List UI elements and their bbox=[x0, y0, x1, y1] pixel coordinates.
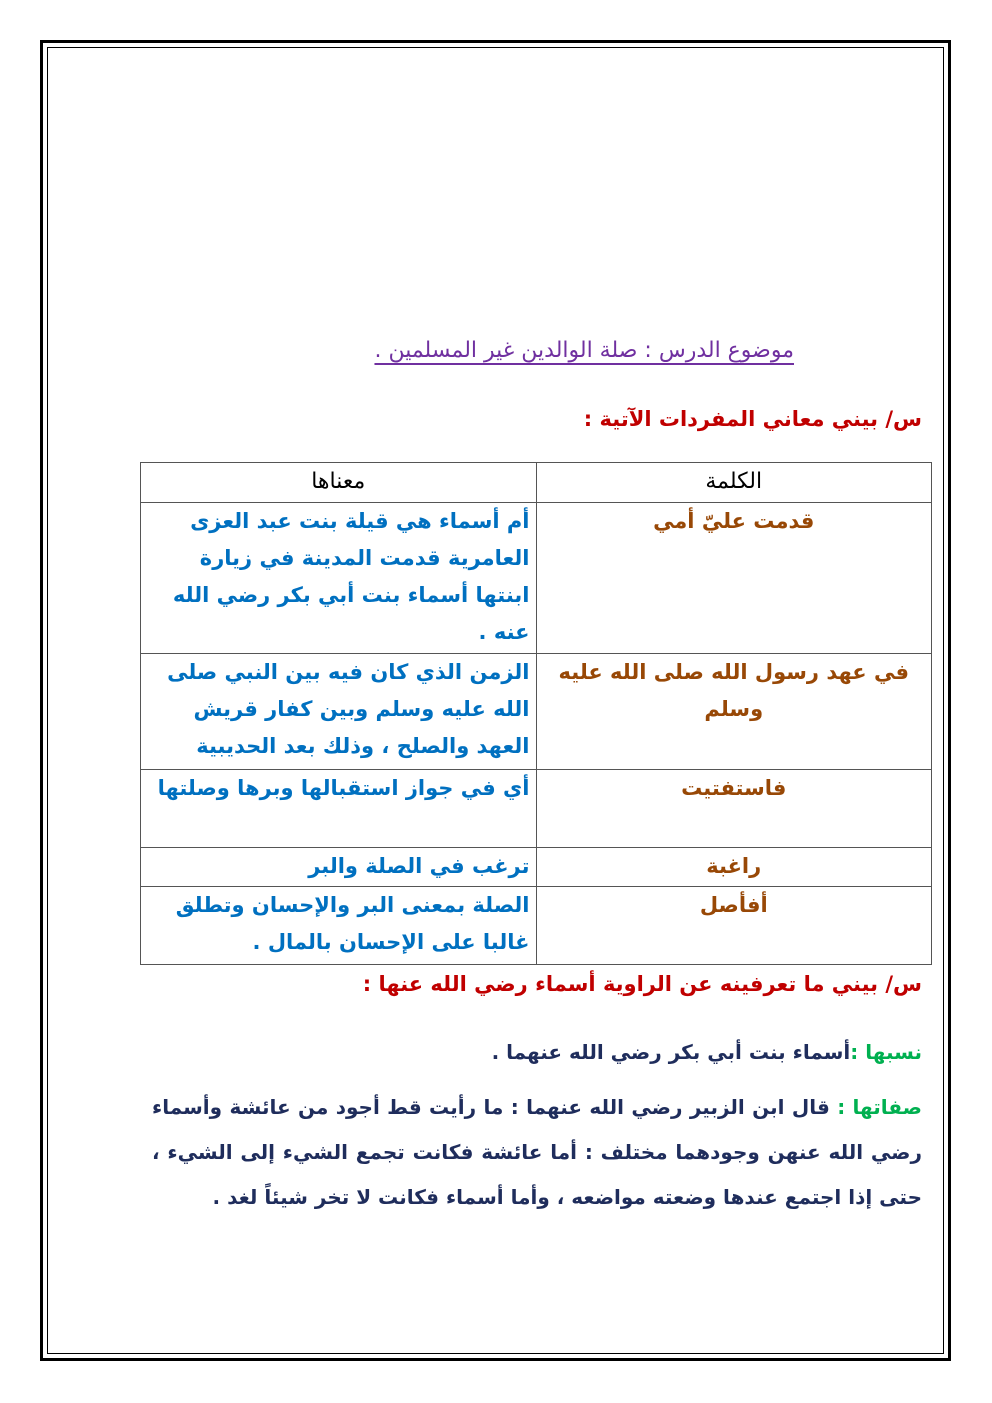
table-row bbox=[141, 770, 932, 848]
lineage-text: أسماء بنت أبي بكر رضي الله عنهما . bbox=[491, 1040, 851, 1064]
vocab-meaning: ترغب في الصلة والبر bbox=[141, 848, 537, 887]
lesson-title: موضوع الدرس : صلة الوالدين غير المسلمين . bbox=[374, 338, 794, 363]
traits-paragraph bbox=[152, 1085, 922, 1220]
vocab-word: أفأصل bbox=[536, 887, 932, 965]
vocab-meaning: أم أسماء هي قيلة بنت عبد العزى العامرية قدمت المدينة في زيارة ابنتها أسماء بنت أبي بكر رضي الله عنه . bbox=[141, 503, 537, 654]
traits-label: صفاتها : bbox=[837, 1095, 923, 1119]
lineage-paragraph bbox=[152, 1030, 922, 1075]
vocabulary-table bbox=[140, 462, 932, 965]
vocab-word: قدمت عليّ أمي bbox=[536, 503, 932, 654]
vocab-meaning: أي في جواز استقبالها وبرها وصلتها bbox=[141, 770, 537, 848]
question-vocabulary: س/ بيني معاني المفردات الآتية : bbox=[583, 407, 922, 431]
table-header-row bbox=[141, 463, 932, 503]
vocab-word: راغبة bbox=[536, 848, 932, 887]
vocab-meaning: الزمن الذي كان فيه بين النبي صلى الله عليه وسلم وبين كفار قريش العهد والصلح ، وذلك بعد الحديبية bbox=[141, 654, 537, 770]
header-word: الكلمة bbox=[536, 463, 932, 503]
table-row bbox=[141, 887, 932, 965]
table-row bbox=[141, 654, 932, 770]
table-row bbox=[141, 503, 932, 654]
vocab-word: فاستفتيت bbox=[536, 770, 932, 848]
table-row bbox=[141, 848, 932, 887]
question-narrator: س/ بيني ما تعرفينه عن الراوية أسماء رضي الله عنها : bbox=[362, 972, 922, 996]
traits-text: قال ابن الزبير رضي الله عنهما : ما رأيت قط أجود من عائشة وأسماء رضي الله عنهن وجودهما مختلف : أما عائشة فكانت تجمع الشيء إلى الشيء ، حتى إذا اجتمع عندها وضعته مواضعه ، وأما أسماء فكانت لا تخر شيئاً لغد . bbox=[152, 1095, 922, 1209]
lineage-label: نسبها : bbox=[850, 1040, 922, 1064]
vocab-meaning: الصلة بمعنى البر والإحسان وتطلق غالبا على الإحسان بالمال . bbox=[141, 887, 537, 965]
vocab-word: في عهد رسول الله صلى الله عليه وسلم bbox=[536, 654, 932, 770]
header-meaning: معناها bbox=[141, 463, 537, 503]
